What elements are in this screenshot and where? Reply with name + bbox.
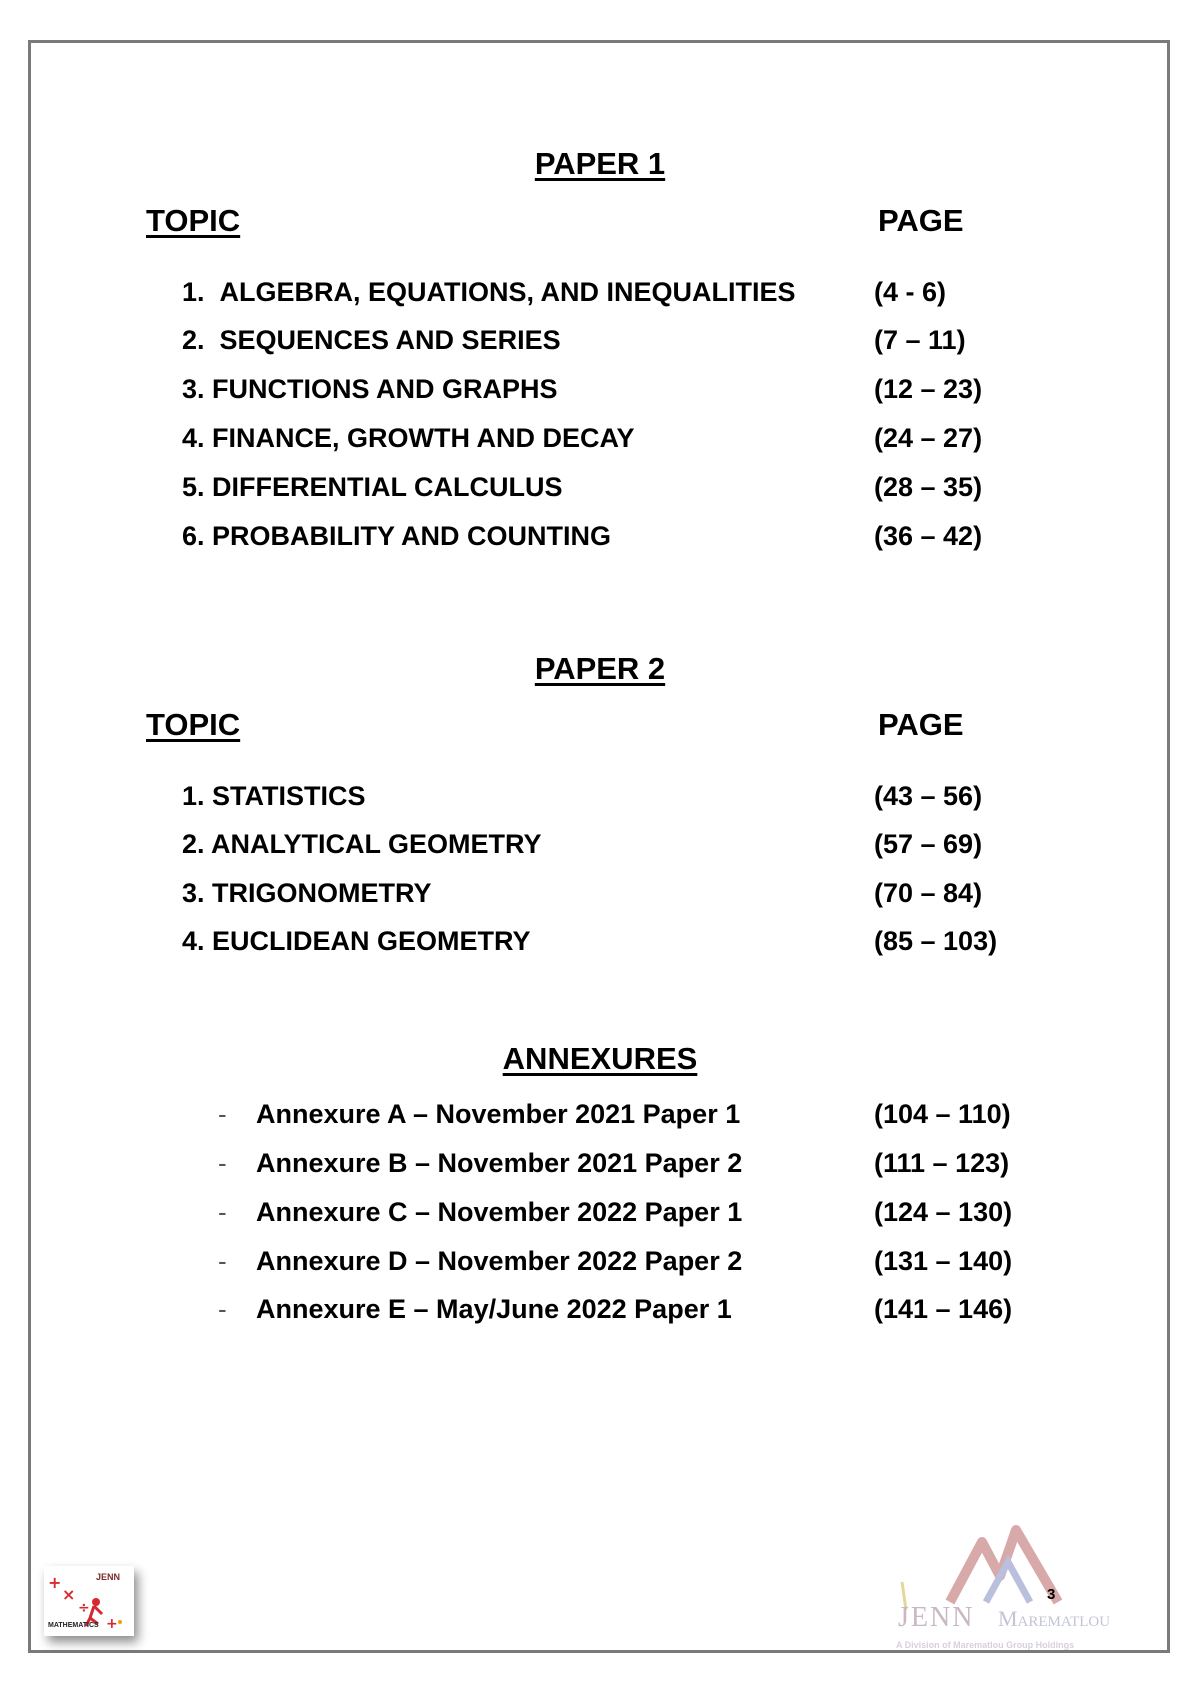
paper1-item-pages: (36 – 42) bbox=[874, 521, 983, 551]
annexure-label: Annexure D – November 2022 Paper 2 bbox=[256, 1246, 743, 1276]
annexure-pages: (104 – 110) bbox=[874, 1099, 1011, 1129]
paper2-item-label: 2. ANALYTICAL GEOMETRY bbox=[182, 829, 542, 859]
paper1-item-pages: (7 – 11) bbox=[874, 325, 966, 355]
annexure-bullet: - bbox=[218, 1246, 227, 1276]
svg-text:÷: ÷ bbox=[78, 1600, 90, 1616]
page-number: 3 bbox=[1047, 1586, 1056, 1603]
right-logo-tagline: A Division of Marematlou Group Holdings bbox=[896, 1640, 1075, 1650]
svg-text:+: + bbox=[106, 1616, 118, 1632]
annexure-pages: (131 – 140) bbox=[874, 1246, 1013, 1276]
annexure-label: Annexure A – November 2021 Paper 1 bbox=[256, 1099, 741, 1129]
annexure-label: Annexure C – November 2022 Paper 1 bbox=[256, 1197, 743, 1227]
paper2-item-pages: (43 – 56) bbox=[874, 781, 983, 811]
paper2-item-pages: (70 – 84) bbox=[874, 878, 983, 908]
paper1-item-pages: (28 – 35) bbox=[874, 472, 983, 502]
paper1-item-label: 5. DIFFERENTIAL CALCULUS bbox=[182, 472, 563, 502]
annexure-pages: (111 – 123) bbox=[874, 1148, 1010, 1178]
annexures-title: ANNEXURES bbox=[502, 1041, 698, 1076]
left-logo-brand: JENN bbox=[96, 1572, 121, 1582]
paper2-item-label: 3. TRIGONOMETRY bbox=[182, 878, 432, 908]
annexure-bullet: - bbox=[218, 1148, 227, 1178]
mathematics-logo bbox=[44, 1566, 134, 1636]
annexure-bullet: - bbox=[218, 1294, 227, 1324]
svg-text:×: × bbox=[62, 1585, 76, 1604]
annexure-pages: (141 – 146) bbox=[874, 1294, 1013, 1324]
annexure-pages: (124 – 130) bbox=[874, 1197, 1013, 1227]
annexure-label: Annexure E – May/June 2022 Paper 1 bbox=[256, 1294, 732, 1324]
right-logo-jenn: JENN bbox=[898, 1602, 975, 1633]
paper1-item-label: 6. PROBABILITY AND COUNTING bbox=[182, 521, 612, 551]
right-logo-name: Marematlou bbox=[998, 1606, 1111, 1631]
annexure-label: Annexure B – November 2021 Paper 2 bbox=[256, 1148, 743, 1178]
paper1-topic-header: TOPIC bbox=[146, 203, 241, 238]
left-logo-caption: MATHEMATICS bbox=[48, 1622, 99, 1629]
paper2-item-pages: (57 – 69) bbox=[874, 829, 983, 859]
annexure-bullet: - bbox=[218, 1197, 227, 1227]
jenn-marematlou-logo bbox=[890, 1520, 1130, 1655]
paper1-item-label: 3. FUNCTIONS AND GRAPHS bbox=[182, 374, 558, 404]
paper1-item-pages: (24 – 27) bbox=[874, 423, 983, 453]
paper2-item-pages: (85 – 103) bbox=[874, 926, 998, 956]
svg-text:+: + bbox=[48, 1573, 62, 1592]
paper1-title: PAPER 1 bbox=[534, 146, 666, 181]
paper2-item-label: 1. STATISTICS bbox=[182, 781, 366, 811]
paper1-item-pages: (4 - 6) bbox=[874, 277, 947, 307]
paper2-title: PAPER 2 bbox=[534, 651, 666, 686]
paper1-page-header: PAGE bbox=[878, 203, 964, 238]
annexure-bullet: - bbox=[218, 1099, 227, 1129]
paper1-item-label: 1. ALGEBRA, EQUATIONS, AND INEQUALITIES bbox=[182, 277, 796, 307]
mountain-icon bbox=[890, 1520, 1130, 1610]
paper1-item-pages: (12 – 23) bbox=[874, 374, 983, 404]
paper2-topic-header: TOPIC bbox=[146, 707, 241, 742]
paper1-item-label: 4. FINANCE, GROWTH AND DECAY bbox=[182, 423, 635, 453]
paper2-item-label: 4. EUCLIDEAN GEOMETRY bbox=[182, 926, 531, 956]
paper2-page-header: PAGE bbox=[878, 707, 964, 742]
paper1-item-label: 2. SEQUENCES AND SERIES bbox=[182, 325, 561, 355]
